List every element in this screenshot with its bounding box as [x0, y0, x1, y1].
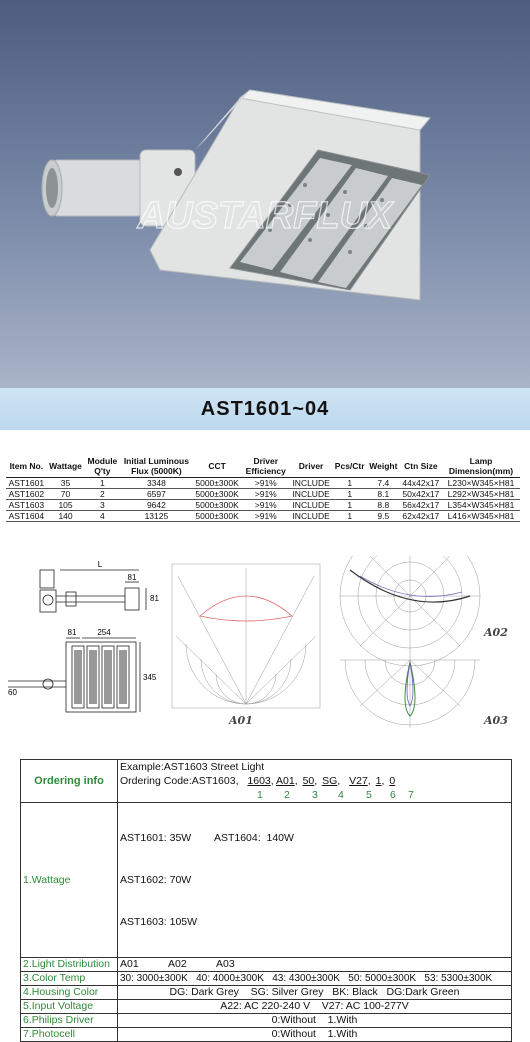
distribution-option: A03: [216, 958, 235, 970]
fig-label-a01: A01: [229, 714, 253, 727]
wattage-line: AST1601: 35W AST1604: 140W: [120, 832, 294, 844]
code-number: 7: [408, 789, 414, 801]
dim-label: 81: [127, 573, 137, 582]
ordering-code-line: Ordering Code:AST1603, 1603, A01, 50, SG, V27, 1, 0: [120, 775, 396, 787]
ordering-code-cell: [118, 760, 512, 803]
table-cell: 9642: [120, 500, 192, 511]
table-cell: AST1604: [6, 511, 47, 522]
ordering-row-input-voltage: [21, 1000, 512, 1014]
ordering-value: [118, 958, 512, 972]
ordering-code-numbers: [120, 788, 509, 802]
ordering-row-philips-driver: [21, 1014, 512, 1028]
table-cell: 44x42x17: [400, 478, 442, 489]
col-driver: Driver: [290, 455, 333, 478]
ordering-label: 3.Color Temp: [21, 972, 118, 986]
table-cell: 1: [332, 511, 367, 522]
table-cell: 7.4: [367, 478, 400, 489]
table-cell: 6597: [120, 489, 192, 500]
code-number: 6: [390, 789, 396, 801]
table-cell: 70: [47, 489, 85, 500]
ordering-row-wattage: [21, 803, 512, 958]
table-cell: 3: [84, 500, 120, 511]
code-part: SG: [322, 775, 338, 787]
ordering-label: 5.Input Voltage: [21, 1000, 118, 1014]
ordering-row-color-temp: [21, 972, 512, 986]
code-part: V27: [349, 775, 368, 787]
distribution-option: A02: [168, 958, 187, 970]
table-cell: >91%: [242, 489, 290, 500]
photometric-chart-a01: [172, 564, 320, 708]
dim-label: 345: [143, 673, 157, 682]
table-row: [6, 489, 520, 500]
code-number: 1: [257, 789, 263, 801]
table-cell: 1: [332, 478, 367, 489]
ordering-row-distribution: [21, 958, 512, 972]
table-cell: 3348: [120, 478, 192, 489]
code-part: A01: [276, 775, 295, 787]
photometric-chart-a02: [340, 556, 480, 666]
table-cell: INCLUDE: [290, 489, 333, 500]
table-cell: 9.5: [367, 511, 400, 522]
code-part: 1603: [247, 775, 271, 787]
table-cell: 5000±300K: [192, 511, 241, 522]
table-cell: 1: [332, 500, 367, 511]
brand-watermark: AUSTARFLUX: [137, 195, 393, 237]
col-pcs-ctr: Pcs/Ctr: [332, 455, 367, 478]
table-row: [6, 500, 520, 511]
table-cell: L354×W345×H81: [442, 500, 520, 511]
ordering-code-prefix: Ordering Code:AST1603,: [120, 775, 239, 787]
ordering-value: 0:Without 1.With: [118, 1028, 512, 1042]
col-module-qty: Module Q'ty: [84, 455, 120, 478]
table-cell: 35: [47, 478, 85, 489]
table-row: [6, 511, 520, 522]
code-part: 1: [375, 775, 382, 787]
table-cell: L416×W345×H81: [442, 511, 520, 522]
wattage-line: AST1602: 70W: [120, 874, 192, 886]
table-cell: 1: [332, 489, 367, 500]
code-part: 0: [389, 775, 396, 787]
col-driver-efficiency: Driver Efficiency: [242, 455, 290, 478]
col-ctn-size: Ctn Size: [400, 455, 442, 478]
dim-label: 60: [8, 688, 17, 697]
ordering-value: 0:Without 1.With: [118, 1014, 512, 1028]
table-cell: 4: [84, 511, 120, 522]
table-cell: L292×W345×H81: [442, 489, 520, 500]
ordering-value: A22: AC 220-240 V V27: AC 100-277V: [118, 1000, 512, 1014]
table-cell: 140: [47, 511, 85, 522]
code-number: 2: [284, 789, 290, 801]
ordering-label: 7.Photocell: [21, 1028, 118, 1042]
photometric-chart-a03: [340, 660, 480, 728]
col-luminous-flux: Initial Luminous Flux (5000K): [120, 455, 192, 478]
ordering-label: 2.Light Distribution: [21, 958, 118, 972]
table-cell: >91%: [242, 511, 290, 522]
table-cell: 2: [84, 489, 120, 500]
spec-header-row: [6, 455, 520, 478]
table-cell: 105: [47, 500, 85, 511]
ordering-label: 4.Housing Color: [21, 986, 118, 1000]
fig-label-a03: A03: [484, 714, 508, 727]
table-cell: 62x42x17: [400, 511, 442, 522]
code-part: 50: [302, 775, 315, 787]
col-wattage: Wattage: [47, 455, 85, 478]
ordering-row-photocell: [21, 1028, 512, 1042]
table-cell: 8.8: [367, 500, 400, 511]
table-cell: 8.1: [367, 489, 400, 500]
ordering-title: Ordering info: [21, 760, 118, 803]
ordering-value: [118, 803, 512, 958]
dim-label: 81: [67, 628, 77, 637]
wattage-line: AST1603: 105W: [120, 916, 198, 928]
table-cell: INCLUDE: [290, 511, 333, 522]
ordering-value: DG: Dark Grey SG: Silver Grey BK: Black DG:Dark Green: [118, 986, 512, 1000]
model-title: AST1601~04: [200, 398, 330, 420]
distribution-option: A01: [120, 958, 139, 970]
dim-label: 254: [97, 628, 111, 637]
code-number: 5: [366, 789, 372, 801]
ordering-example: Example:AST1603 Street Light: [120, 761, 265, 773]
col-item-no: Item No.: [6, 455, 47, 478]
col-weight: Weight: [367, 455, 400, 478]
col-cct: CCT: [192, 455, 241, 478]
dim-label: 81: [150, 594, 159, 603]
table-cell: AST1603: [6, 500, 47, 511]
table-cell: 56x42x17: [400, 500, 442, 511]
ordering-info-table: [20, 759, 512, 1042]
table-cell: INCLUDE: [290, 500, 333, 511]
dim-label: L: [97, 560, 103, 569]
ordering-label: 1.Wattage: [21, 803, 118, 958]
table-row: [6, 478, 520, 489]
table-cell: >91%: [242, 500, 290, 511]
table-cell: AST1601: [6, 478, 47, 489]
code-number: 3: [312, 789, 318, 801]
ordering-row-housing-color: [21, 986, 512, 1000]
table-cell: >91%: [242, 478, 290, 489]
spec-table: [6, 455, 520, 522]
product-photo: [0, 0, 530, 388]
col-lamp-dimension: Lamp Dimension(mm): [442, 455, 520, 478]
table-cell: 5000±300K: [192, 489, 241, 500]
table-cell: 50x42x17: [400, 489, 442, 500]
table-cell: 5000±300K: [192, 500, 241, 511]
ordering-header-row: [21, 760, 512, 803]
table-cell: L230×W345×H81: [442, 478, 520, 489]
fig-label-a02: A02: [484, 626, 508, 639]
table-cell: 1: [84, 478, 120, 489]
table-cell: INCLUDE: [290, 478, 333, 489]
table-cell: AST1602: [6, 489, 47, 500]
table-cell: 13125: [120, 511, 192, 522]
ordering-label: 6.Philips Driver: [21, 1014, 118, 1028]
table-cell: 5000±300K: [192, 478, 241, 489]
technical-drawings: [0, 556, 530, 736]
code-number: 4: [338, 789, 344, 801]
ordering-value: 30: 3000±300K 40: 4000±300K 43: 4300±300K 50: 5000±300K 53: 5300±300K: [118, 972, 512, 986]
